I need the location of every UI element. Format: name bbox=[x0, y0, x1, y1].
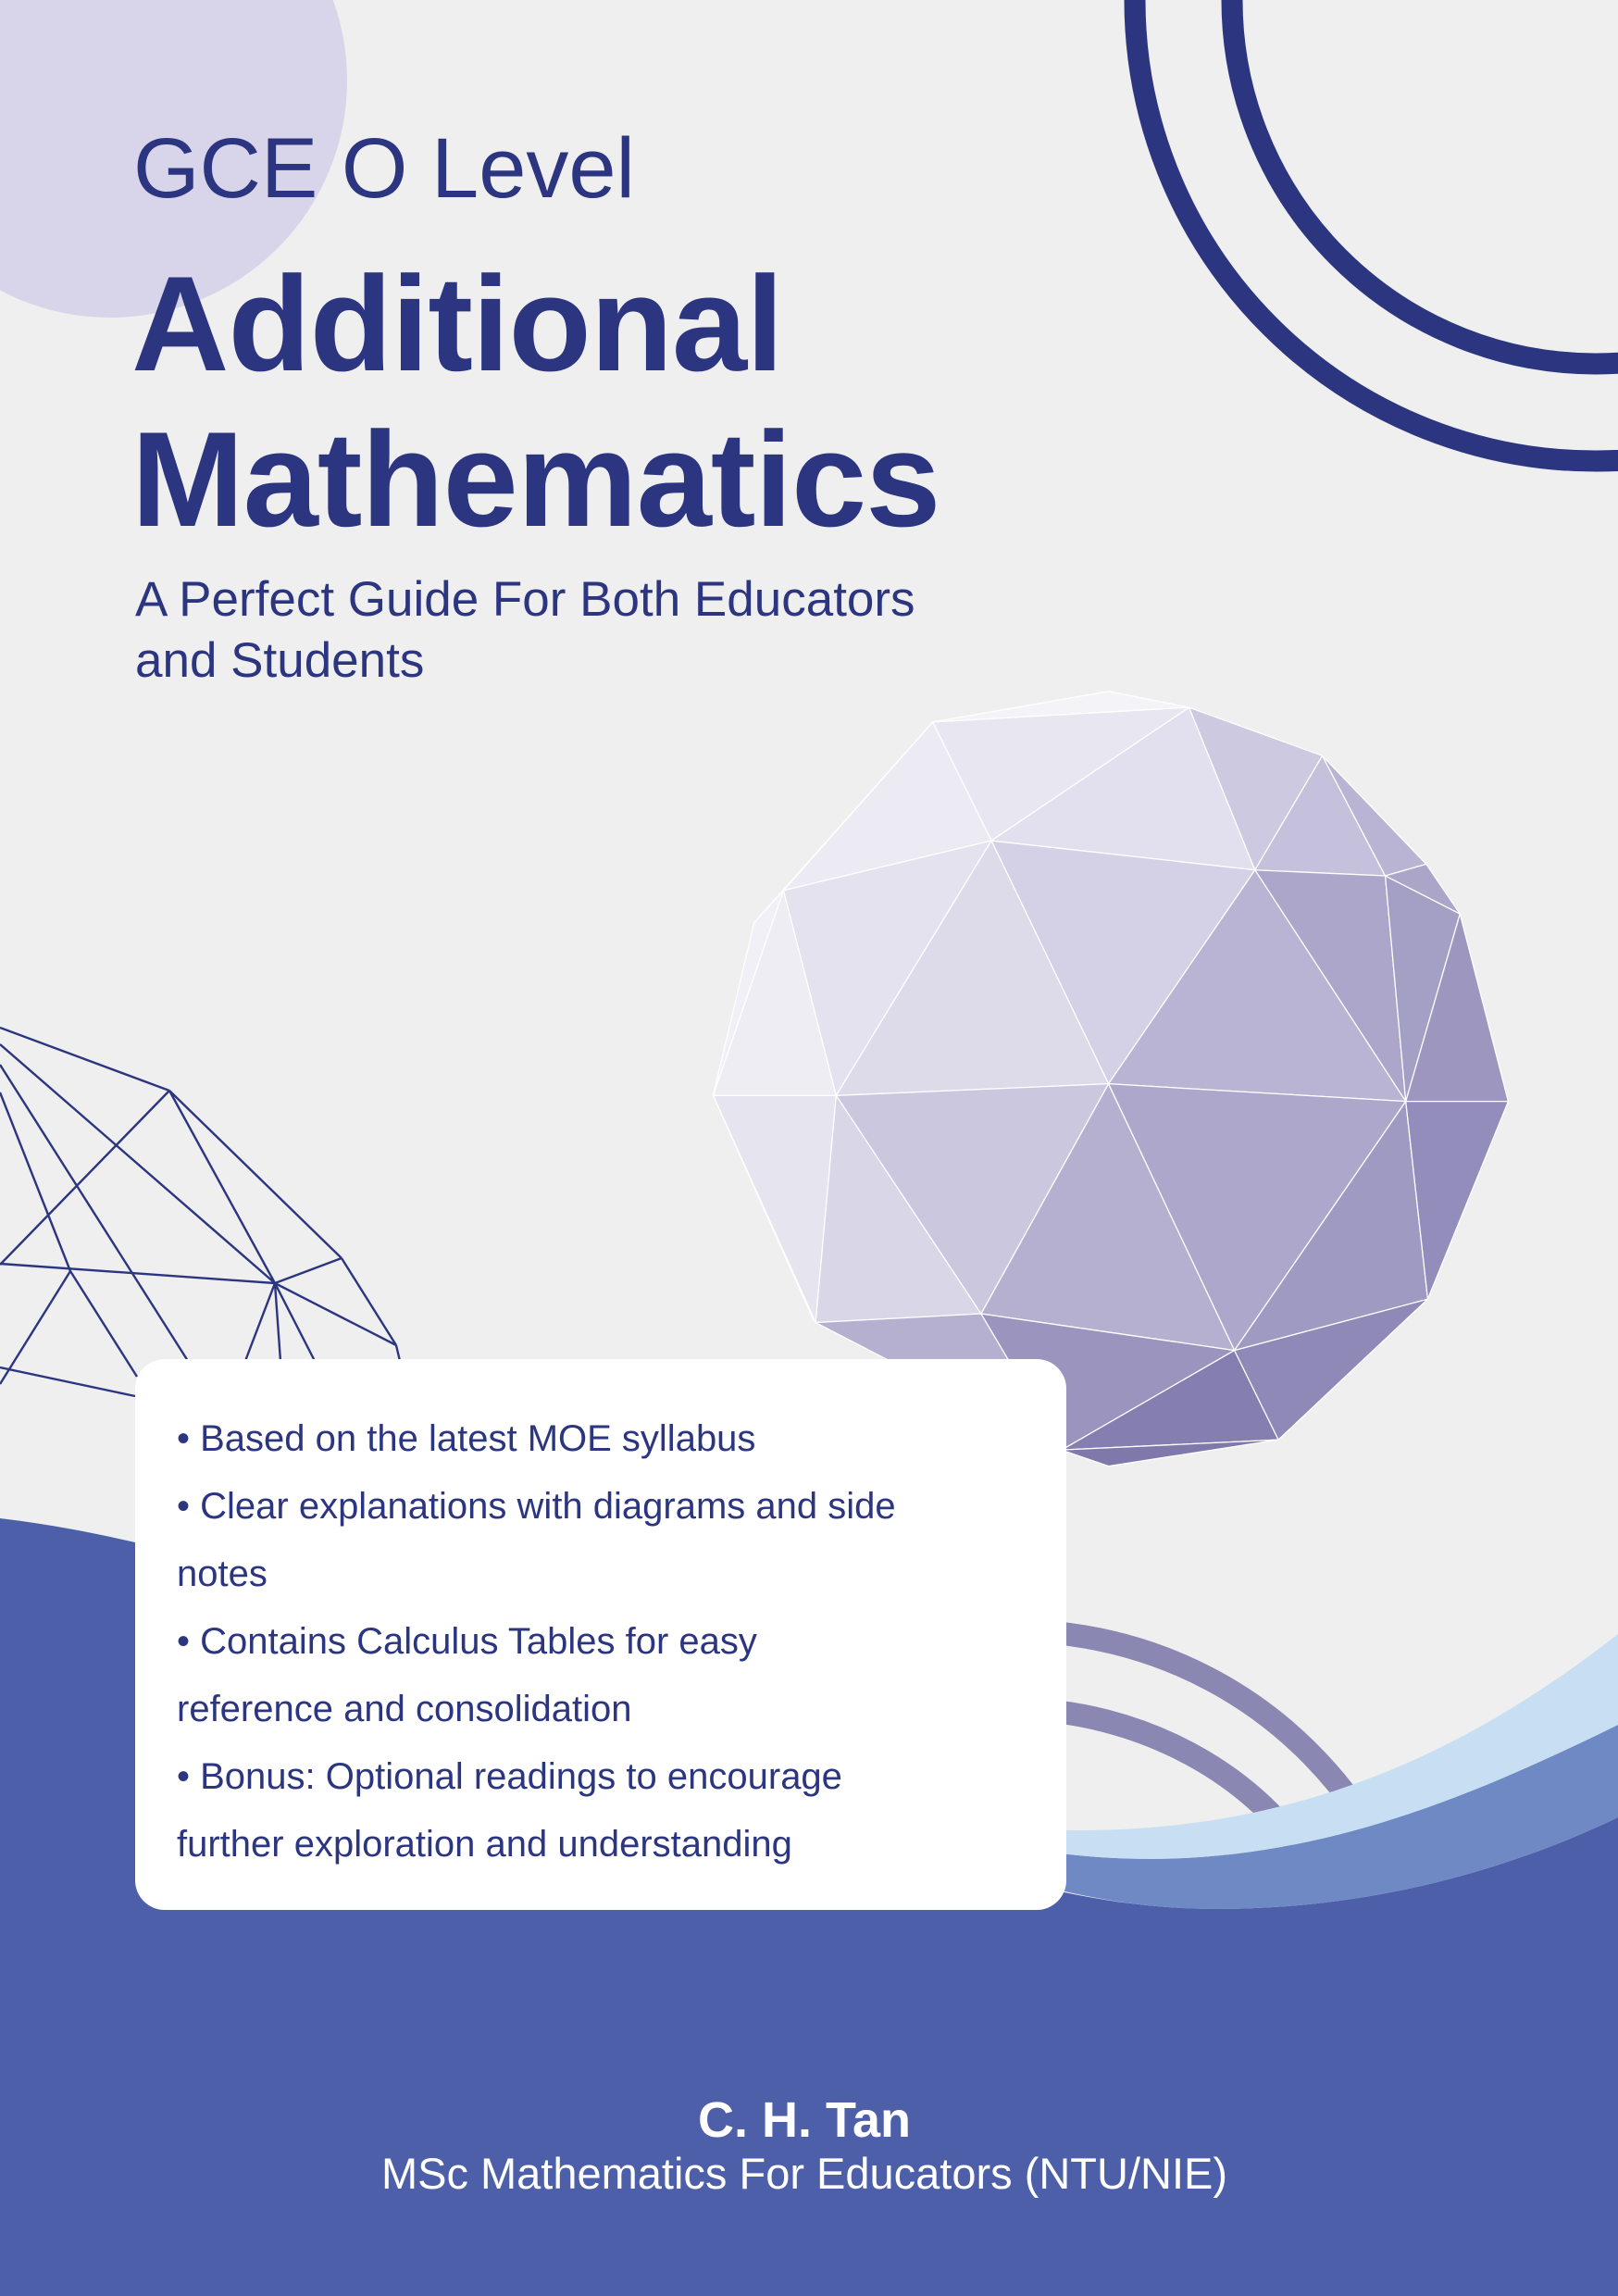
polyhedron bbox=[713, 692, 1508, 1466]
feature-item-2: • Clear explanations with diagrams and side bbox=[177, 1486, 896, 1527]
ring-outer bbox=[1135, 0, 1618, 461]
subtitle-line-2: and Students bbox=[135, 633, 425, 688]
feature-item-3: • Contains Calculus Tables for easy bbox=[177, 1621, 757, 1662]
author-credentials: MSc Mathematics For Educators (NTU/NIE) bbox=[380, 2149, 1228, 2198]
feature-item-2-cont: notes bbox=[177, 1554, 268, 1594]
feature-item-4-cont: further exploration and understanding bbox=[177, 1824, 792, 1865]
subtitle-line-1: A Perfect Guide For Both Educators bbox=[135, 572, 915, 627]
author-name: C. H. Tan bbox=[697, 2092, 911, 2148]
feature-item-3-cont: reference and consolidation bbox=[177, 1689, 632, 1729]
feature-item-4: • Bonus: Optional readings to encourage bbox=[177, 1756, 842, 1797]
wireframe-shape bbox=[0, 1028, 400, 1396]
feature-list bbox=[177, 1405, 896, 1878]
features-card bbox=[135, 1359, 1066, 1910]
title-line-2: Mathematics bbox=[131, 404, 940, 555]
title-line-1: Additional bbox=[131, 248, 783, 399]
subtitle bbox=[135, 569, 915, 692]
feature-item-1: • Based on the latest MOE syllabus bbox=[177, 1418, 756, 1459]
kicker-text: GCE O Level bbox=[133, 121, 635, 216]
ring-inner bbox=[1232, 0, 1618, 364]
